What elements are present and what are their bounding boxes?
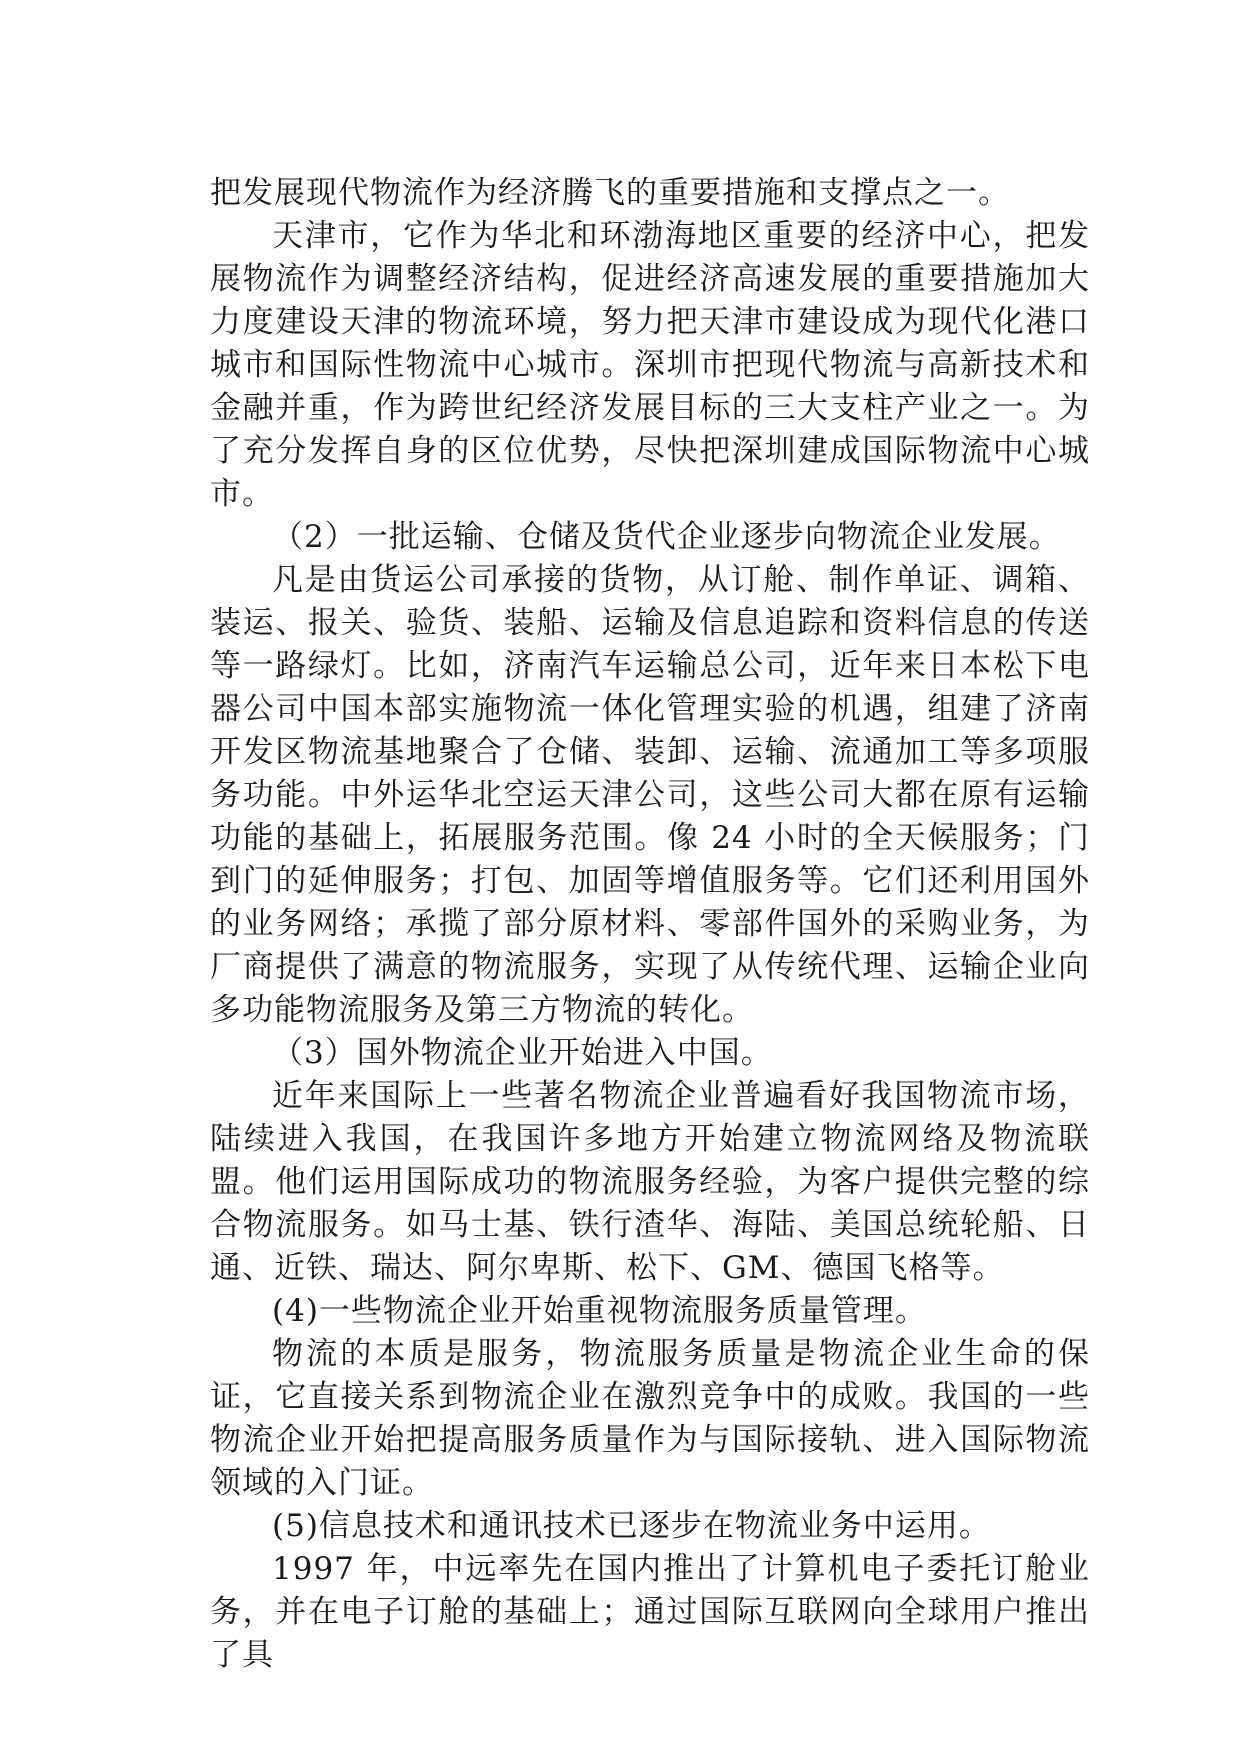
body-text bbox=[210, 172, 1090, 1677]
paragraph: 近年来国际上一些著名物流企业普遍看好我国物流市场，陆续进入我国，在我国许多地方开始建立物流网络及物流联盟。他们运用国际成功的物流服务经验，为客户提供完整的综合物流服务。如马士基、铁行渣华、海陆、美国总统轮船、日通、近铁、瑞达、阿尔卑斯、松下、GM、德国飞格等。 bbox=[210, 1078, 1090, 1286]
paragraph: 天津市，它作为华北和环渤海地区重要的经济中心，把发展物流作为调整经济结构，促进经济高速发展的重要措施加大力度建设天津的物流环境，努力把天津市建设成为现代化港口城市和国际性物流中心城市。深圳市把现代物流与高新技术和金融并重，作为跨世纪经济发展目标的三大支柱产业之一。为了充分发挥自身的区位优势，尽快把深圳建成国际物流中心城市。 bbox=[210, 218, 1090, 512]
section-heading: （3）国外物流企业开始进入中国。 bbox=[272, 1035, 773, 1071]
paragraph: 物流的本质是服务，物流服务质量是物流企业生命的保证，它直接关系到物流企业在激烈竞争中的成败。我国的一些物流企业开始把提高服务质量作为与国际接轨、进入国际物流领域的入门证。 bbox=[210, 1336, 1090, 1501]
section-heading: （2）一批运输、仓储及货代企业逐步向物流企业发展。 bbox=[272, 519, 1061, 555]
paragraph: 凡是由货运公司承接的货物，从订舱、制作单证、调箱、装运、报关、验货、装船、运输及信息追踪和资料信息的传送等一路绿灯。比如，济南汽车运输总公司，近年来日本松下电器公司中国本部实施物流一体化管理实验的机遇，组建了济南开发区物流基地聚合了仓储、装卸、运输、流通加工等多项服务功能。中外运华北空运天津公司，这些公司大都在原有运输功能的基础上，拓展服务范围。像 24 小时的全天候服务；门到门的延伸服务；打包、加固等增值服务等。它们还利用国外的业务网络；承揽了部分原材料、零部件国外的采购业务，为厂商提供了满意的物流服务，实现了从传统代理、运输企业向多功能物流服务及第三方物流的转化。 bbox=[210, 562, 1090, 1028]
section-heading: (4)一些物流企业开始重视物流服务质量管理。 bbox=[272, 1293, 927, 1329]
paragraph: 把发展现代物流作为经济腾飞的重要措施和支撑点之一。 bbox=[210, 175, 1010, 211]
paragraph: 1997 年，中远率先在国内推出了计算机电子委托订舱业务，并在电子订舱的基础上；通过国际互联网向全球用户推出了具 bbox=[210, 1551, 1090, 1673]
section-heading: (5)信息技术和通讯技术已逐步在物流业务中运用。 bbox=[272, 1508, 991, 1544]
